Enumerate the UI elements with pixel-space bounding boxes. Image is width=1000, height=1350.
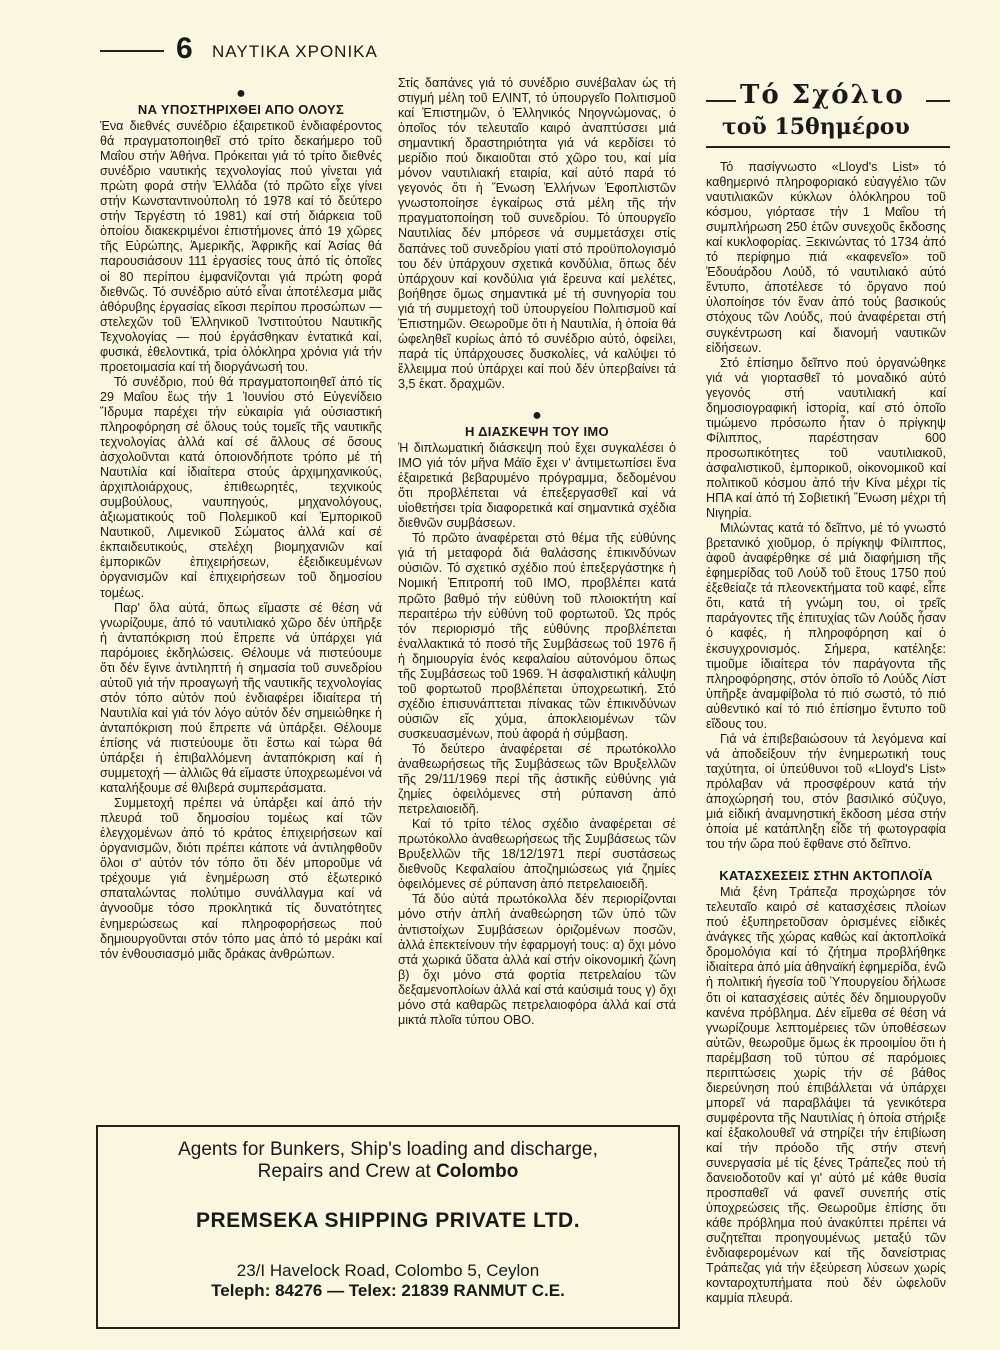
article-paragraph: Μιά ξένη Τράπεζα προχώρησε τόν τελευταῖο καιρό σέ κατασχέσεις πλοίων πού ἐξυπηρετοῦσαν ὁρισμένες εἰδικές ἀνάγκες τῆς χώρας καθώς καί ἀκτοπλοϊκά δρομολόγια καί τό ζήτημα προβλήθηκε ἰδιαίτερα ἀπό μία ἀθηναϊκή ἐφημερίδα, ἐνῶ ἡ πολιτική ἡγεσία τοῦ Ὑπουργείου δήλωσε ὅτι οἱ κατασχέσεις αὐτές δέν δημιουργοῦν κανένα πρόβλημα. Δέν εἴμεθα σέ θέση νά γνωρίζουμε λεπτομέρειες τῶν ὑποθέσεων αὐτῶν, θεωροῦμε ὅμως ἐκ προοιμίου ὅτι ἡ παρέμβαση τοῦ τύπου σέ παρόμοιες περιπτώσεις χωρίς τήν σέ βάθος διερεύνηση πού ἐπιβάλλεται νά ὑπάρχει μπορεῖ νά παραβλάψει τά γενικότερα συμφέροντα τῆς Ναυτιλίας ἡ ὁποία στήριξε καί ἐξακολουθεῖ νά στηρίζει τήν ἐπιβίωση καί τήν πρόοδο τῆς στήν στενή συνεργασία μέ τίς ξένες Τράπεζες πού τή δανειοδοτοῦν καί γι' αὐτό μέ κάθε θυσία προσπαθεῖ νά φανεῖ συνεπής στίς ὑποχρεώσεις τῆς. Θεωροῦμε ἐπίσης ὅτι κάθε πρόβλημα πού ἀνακύπτει πρέπει νά συζητεῖται προηγουμένως μεταξύ τῶν ἐνδιαφερομένων καί τῆς δανείστριας Τράπεζας γιά τήν ἐξεύρεση λύσεων χωρίς κονταροχτυπήματα πού δέν ὠφελοῦν καμμία πλευρά. [706,885,946,1306]
article-heading: ΚΑΤΑΣΧΕΣΕΙΣ ΣΤΗΝ ΑΚΤΟΠΛΟΪΑ [719,868,933,884]
scholio-subtitle: τοῦ 15θημέρου [722,114,910,140]
ad-phone: Teleph: 84276 — Telex: 21839 RANMUT C.E. [211,1281,565,1300]
article-paragraph: Ἡ διπλωματική διάσκεψη πού ἔχει συγκαλέσει ὁ ΙΜΟ γιά τόν μῆνα Μάϊο ἔχει ν' ἀντιμετωπίσει ἕνα ἐξαιρετικά βεβαρυμένο πρόγραμμα, δεδομένου ὅτι προβλέπεται νά ἐπεξεργασθεῖ καί νά υἱοθετήσει τρία διαφορετικά καί σημαντικά σχέδια διεθνῶν συμβάσεων. [398,441,676,531]
article-paragraph: Παρ' ὅλα αὐτά, ὅπως εἴμαστε σέ θέση νά γνωρίζουμε, ἀπό τό ναυτιλιακό χῶρο δέν ὑπῆρξε ἡ ἀνταπόκριση πού ἔπρεπε νά ὑπάρχει γιά παρόμοιες ἐκδηλώσεις. Θέλουμε νά πιστεύουμε ὅτι δέν ἔγινε ἀντιληπτή ἡ σημασία τοῦ συνεδρίου αὐτοῦ γιά τήν προαγωγή τῆς ναυτικῆς τεχνολογίας στόν τόπο αὐτόν πού ἐνδιαφέρει ἰδιαίτερα τή Ναυτιλία καί γιά τόν λόγο αὐτόν δέν σημειώθηκε ἡ ἀνταπόκριση πού ἔπρεπε νά ὑπάρξει. Θέλουμε ἐπίσης νά πιστεύουμε ὅτι ἔστω καί τώρα θά ὑπάρξει ἡ ἐπιβαλλόμενη ἀνταπόκριση καί ἡ συμμετοχή — ἀλλιῶς θά εἴμαστε ὑποχρεωμένοι νά καταλήξουμε σέ θλιβερά συμπεράσματα. [100,600,382,796]
ad-company-name: PREMSEKA SHIPPING PRIVATE LTD. [195,1209,581,1232]
page-number: 6 [176,32,193,65]
article-paragraph: Στό ἐπίσημο δεῖπνο πού ὀργανώθηκε γιά νά γιορτασθεῖ τό μοναδικό αὐτό γεγονός στή ναυτιλιακή καί δημοσιογραφική ἱστορία, καί στό ὁποῖο τιμώμενο πρόσωπο ἦταν ὁ πρίγκηψ Φίλιππος, παρέστησαν 600 προσωπικότητες τοῦ ναυτιλιακοῦ, ἀσφαλιστικοῦ, ἐμπορικοῦ, οἰκονομικοῦ καί πολιτικοῦ κόσμου ἀπό τήν Κίνα μέχρι τίς ΗΠΑ καί ἀπό τή Σοβιετική Ἕνωση μέχρι τή Νιγηρία. [706,355,946,521]
column-right [706,160,946,1307]
article-paragraph: Συμμετοχή πρέπει νά ὑπάρξει καί ἀπό τήν πλευρά τοῦ δημοσίου τομέως καί τῶν ἐλεγχομένων ἀπό τό κράτος ἐπιχειρήσεων καί ὀργανισμῶν, διότι πρέπει κάποτε νά ἀντιληφθοῦν ὅλοι σ' αὐτόν τόν τόπο ὅτι δέν μποροῦμε νά τρέχουμε γιά ἐνημέρωση στό ἐξωτερικό σπαταλώντας πολύτιμο συνάλλαγμα καί νά ἀγνοοῦμε τόσο προκλητικά τίς δυνατότητες ἐνημερώσεως καί πληροφορήσεως πού δημιουργοῦνται στόν τόπο μας ἀπό τό μεράκι καί τόν ἐνθουσιασμό μιᾶς δράκας ἀνθρώπων. [100,796,382,961]
article-paragraph: Τό πασίγνωστο «Lloyd's List» τό καθημερινό πληροφοριακό εὐαγγέλιο τῶν ναυτιλιακῶν κύκλων ὁλόκληρου τοῦ κόσμου, γιόρτασε τήν 1 Μαΐου τή συμπλήρωση 250 ἐτῶν συνεχοῦς ἔκδοσης καί κυκλοφορίας. Ξεκινώντας τό 1734 ἀπό τό περίφημο πιά «καφενεῖο» τοῦ Ἐδουάρδου Λούδ, τό ναυτιλιακό αὐτό ἔντυπο, ἀποτέλεσε τό ὄργανο πού ὑλοποίησε τόν ἕναν ἀπό τούς βασικούς στόχους τῶν Λούδς, πού ἀναφέρεται στή συγκέντρωση καί διανομή ναυτικῶν εἰδήσεων. [706,160,946,355]
ad-line-1: Agents for Bunkers, Ship's loading and discharge, [178,1139,598,1160]
scholio-title: Τό Σχόλιο [740,80,905,110]
article-heading: ΝΑ ΥΠΟΣΤΗΡΙΧΘΕΙ ΑΠΟ ΟΛΟΥΣ [137,102,345,117]
scholio-title-box [706,82,950,152]
publication-title: ΝΑΥΤΙΚΑ ΧΡΟΝΙΚΑ [212,42,378,61]
ad-line-2: Repairs and Crew at Colombo [257,1161,519,1182]
advertisement-box [96,1125,680,1329]
ad-address: 23/I Havelock Road, Colombo 5, Ceylon [236,1261,540,1280]
article-heading: Η ΔΙΑΣΚΕΨΗ ΤΟΥ ΙΜΟ [465,423,609,439]
article-paragraph: Γιά νά ἐπιβεβαιώσουν τά λεγόμενα καί νά ἀποδείξουν τήν ἐνημερωτική τους ταχύτητα, οἱ ὑπεύθυνοι τοῦ «Lloyd's List» πρόλαβαν νά προσφέρουν κατά τήν ἀποχώρησή του, στόν βασιλικό σύζυγο, μιά εἰδική ἀναμνηστική ἔκδοση μέσα στήν ὁποία μέ κατάπληξη εἶδε τή φωτογραφία του τήν ὥρα πού ἔφθανε στό δεῖπνο. [706,731,946,852]
article-paragraph: Καί τό τρίτο τέλος σχέδιο ἀναφέρεται σέ πρωτόκολλο ἀναθεωρήσεως τῆς Συμβάσεως τῶν Βρυξελλῶν τῆς 18/12/1971 περί συστάσεως διεθνοῦς Κεφαλαίου ἀποζημιώσεως γιά ζημίες ὀφειλόμενες σέ ρύπανση ἀπό πετρελαιοειδῆ. [398,817,676,892]
column-middle [398,76,676,1028]
article-paragraph: Στίς δαπάνες γιά τό συνέδριο συνέβαλαν ὡς τή στιγμή μέλη τοῦ ΕΛΙΝΤ, τό ὑπουργεῖο Πολιτισμοῦ καί Ἐπιστημῶν, ὁ Ἑλληνικός Νηογνώμονας, ὁ ὁποῖος τόν τελευταῖο καιρό ἀναπτύσσει μιά σημαντική δραστηριότητα γιά νά κερδίσει τό μερίδιο πού δικαιοῦται στό χῶρο του, καί μία μόνον ναυτιλιακή εταιρία, καί αὐτό παρά τό γεγονός ὅτι ἡ Ἕνωση Ἑλλήνων Ἐφοπλιστῶν γνωστοποίησε ἐγκαίρως στά μέλη τῆς τήν πραγματοποίηση τοῦ συνεδρίου. Τό ὑπουργεῖο Ναυτιλίας δέν μπόρεσε νά συμμετάσχει στίς δαπάνες τοῦ συνεδρίου γιατί στό προϋπολογισμό του δέν ὑπάρχουν σχετικά κονδύλια, ὅπως δέν ὑπάρχουν καί κονδύλια γιά ἔρευνα καί μελέτες, βοήθησε ὅμως σημαντικά μέ τή συνηγορία του γιά τή συμμετοχή τοῦ ὑπουργείου Πολιτισμοῦ καί Ἐπιστημῶν. Θεωροῦμε ὅτι ἡ Ναυτιλία, ἡ ὁποία θά ὠφεληθεῖ κυρίως ἀπό τό συνέδριο αὐτό, ὀφείλει, παρά τίς ὑπάρχουσες δυσκολίες, νά καλύψει τό ἔλλειμμα πού ὑπάρχει καί πού δέν ὑπερβαίνει τά 3,5 ἑκατ. δραχμῶν. [398,76,676,391]
article-paragraph: Μιλώντας κατά τό δεῖπνο, μέ τό γνωστό βρετανικό χιοῦμορ, ὁ πρίγκηψ Φίλιππος, ἀφοῦ ἀναφέρθηκε σέ μιά διαφήμιση τῆς ἐφημερίδας τοῦ Λούδ τοῦ ἔτους 1750 πού ἐξεθείαζε τά πλεονεκτήματα τοῦ καφέ, εἶπε ὅτι, κατά τή γνώμη του, οἱ τρεῖς παράγοντες τῆς ἐπιτυχίας τῶν Λούδς ἦσαν ὁ καφές, ἡ πληροφόρηση καί ὁ ἐκσυγχρονισμός. Σήμερα, κατέληξε: τιμοῦμε ἰδιαίτερα τόν παράγοντα τῆς πληροφόρησης, στόν ὁποῖο τό Λούδς Λίστ ὑπῆρξε ἀναμφίβολα τό πιό σωστό, τό πιό αὐθεντικό καί τό πιό ἐπίσημο ἔντυπο τοῦ εἴδους του. [706,521,946,731]
article-paragraph: Τό πρῶτο ἀναφέρεται στό θέμα τῆς εὐθύνης γιά τή μεταφορά διά θαλάσσης ἐπικινδύνων οὐσιῶν. Τό σχετικό σχέδιο πού ἐπεξεργάστηκε ἡ Νομική Ἐπιτροπή τοῦ ΙΜΟ, προβλέπει κατά πρῶτο βαθμό τήν εὐθύνη τοῦ πλοιοκτήτη καί περαιτέρω τήν εὐθύνη τοῦ φορτωτοῦ. Ὡς πρός τόν περιορισμό τῆς εὐθύνης προβλέπεται ἐναλλακτικά τό ποσό τῆς Συμβάσεως τοῦ 1976 ἤ ἡ δημιουργία ἑνός κεφαλαίου αὐτονόμου ὅπως τῆς Συμβάσεως τοῦ 1969. Ἡ ἀσφαλιστική κάλυψη τοῦ φορτωτοῦ προβλέπεται ὑποχρεωτική. Στό σχέδιο ἐπισυνάπτεται πίνακας τῶν ἐπικινδύνων οὐσιῶν εἴς χύμα, ἀποκλειομένων τῶν συσκευασμένων, πού ἀφορά ἡ σύμβαση. [398,531,676,741]
bullet-icon: ● [532,406,542,424]
bullet-icon: ● [236,85,246,102]
article-paragraph: Τό συνέδριο, πού θά πραγματοποιηθεῖ ἀπό τίς 29 Μαΐου ἕως τήν 1 Ἰουνίου στό Εὐγενίδειο Ἵδρυμα παρέχει τήν εὐκαιρία γιά οὐσιαστική πληροφόρηση σέ ὅλους τούς τομεῖς τῆς ναυτικῆς τεχνολογίας ἀλλά καί σέ ἄλλους σέ ὅσους ἀσχολοῦνται κατά ὁποιονδήποτε τρόπο μέ τή Ναυτιλία καί ἰδιαίτερα στούς ἀρχιμηχανικούς, ἀρχιπλοιάρχους, ἐπιθεωρητές, τεχνικούς συμβούλους, ναυπηγούς, μηχανολόγους, ἀξιωματικούς τοῦ Πολεμικοῦ καί Ἐμπορικοῦ Ναυτικοῦ, Λιμενικοῦ Σώματος ἀλλά καί σέ ἐκπαιδευτικούς, στελέχη βιομηχανιῶν καί ἐμπορικῶν ἐπιχειρήσεων, ἐξειδικευμένων ὀργανισμῶν καί ἐπιχειρήσεων τοῦ δημοσίου τομέως. [100,374,382,600]
article-paragraph: Τό δεύτερο ἀναφέρεται σέ πρωτόκολλο ἀναθεωρήσεως τῆς Συμβάσεως τῶν Βρυξελλῶν τῆς 29/11/1969 περί τῆς ἀστικῆς εὐθύνης γιά ζημίες ὀφειλόμενες στή ρύπανση ἀπό πετρελαιοειδῆ. [398,741,676,817]
article-paragraph: Ένα διεθνές συνέδριο έξαιρετικοῦ ἐνδιαφέροντος θά πραγματοποιηθεῖ στό τρίτο δεκαήμερο τοῦ Μαΐου στήν Ἀθήνα. Πρόκειται γιά τό τρίτο διεθνές συνέδριο ναυτικής τεχνολογίας πού γίνεται γιά πρώτη φορά στήν Ἑλλάδα (τό πρῶτο εἶχε γίνει στήν Κωνσταντινούπολη τό 1978 καί τό δεύτερο στήν Τεργέστη τό 1981) καί στή διάρκεια τοῦ ὁποίου διακεκριμένοι ἐπιστήμονες ἀπό 19 χῶρες τῆς Εὐρώπης, Ἀμερικῆς, Ἀφρικῆς καί Ἀσίας θά παρουσιάσουν 111 ἐργασίες τους ἀπό τίς ὁποῖες οἱ 80 περίπου ἐμφανίζονται γιά πρώτη φορά διεθνῶς. Τό συνέδριο αὐτό εἶναι ἀποτέλεσμα μιᾶς ἀθόρυβης ἐργασίας εἴκοσι περίπου προσώπων — στελεχῶν τοῦ Ἑλληνικοῦ Ἰνστιτούτου Ναυτικῆς Τεχνολογίας — πού ἐργάσθηκαν ἐντατικά καί, φυσικά, ἐθελοντικά, τρία ὁλόκληρα χρόνια γιά τήν προετοιμασία καί τή διοργάνωσή του. [100,119,382,374]
column-left [100,85,382,962]
header-rule [100,50,164,52]
page-header [100,32,520,76]
article-paragraph: Τά δύο αὐτά πρωτόκολλα δέν περιορίζονται μόνο στήν ἁπλή ἀναθεώρηση τῶν ὑπό τῶν ἀντιστοίχων Συμβάσεων ὁριζομένων ποσῶν, ἀλλά ἐπεκτείνουν τήν ἐφαρμογή τους: α) ὄχι μόνο στά χωρικά ὕδατα ἀλλά καί στήν οἰκονομική ζώνη β) ὄχι μόνο στά φορτία πετρελαίου τῶν δεξαμενοπλοίων ἀλλά καί στά καύσιμά τους γ) ὄχι μόνο στά καθαρῶς πετρελαιοφόρα ἀλλά καί στά μικτά πλοῖα τύπου ΟΒΟ. [398,892,676,1027]
